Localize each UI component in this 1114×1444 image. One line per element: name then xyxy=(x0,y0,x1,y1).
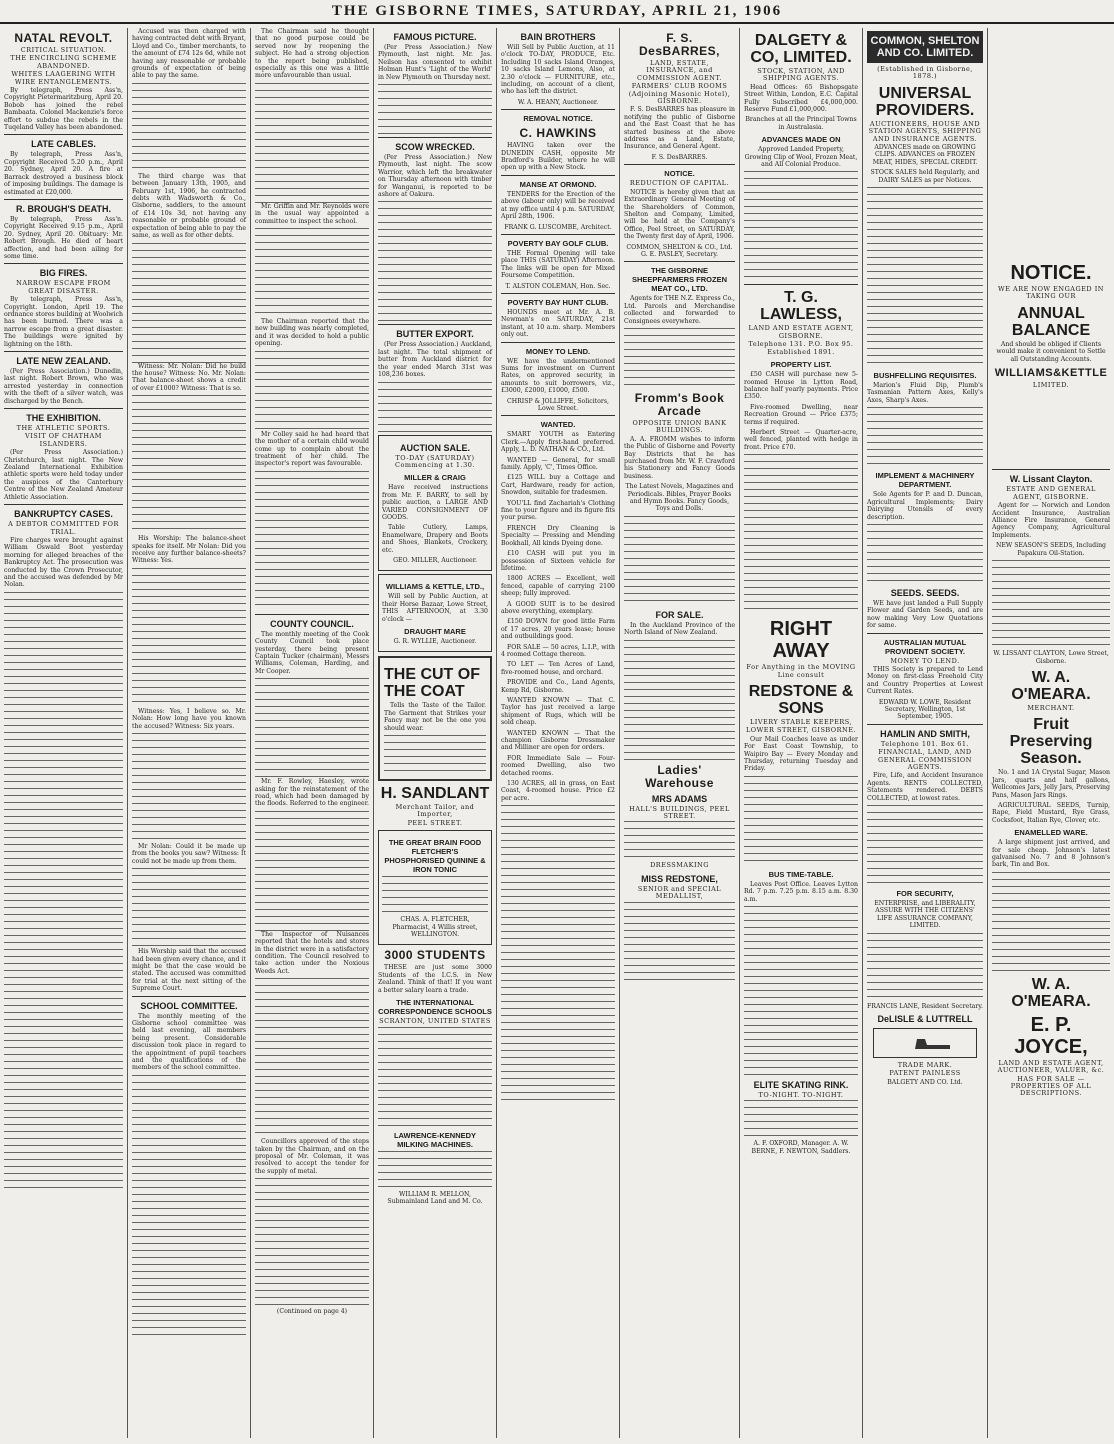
ad-text: HOUNDS meet at Mr. A. B. Newman's on SATURDAY, 21st instant, at 10 a.m. sharp. Members only out. xyxy=(501,308,615,339)
ad-fromms-book-arcade: Fromm's Book Arcade xyxy=(634,390,725,418)
filler-text-lines xyxy=(867,187,983,367)
divider xyxy=(501,109,615,110)
ad-text: Herbert Street — Quarter-acre, well fenced, planted with hedge in front. Price £70. xyxy=(744,428,858,451)
divider xyxy=(4,199,123,200)
ad-subtitle: FARMERS' CLUB ROOMS (Adjoining Masonic Hotel), GISBORNE. xyxy=(628,82,731,106)
filler-text-lines xyxy=(867,524,983,584)
ad-text: In the Auckland Province of the North Island of New Zealand. xyxy=(624,621,735,637)
ad-signature: G. R. WYLLIE, Auctioneer. xyxy=(393,638,477,645)
filler-text-lines xyxy=(867,805,983,885)
divider xyxy=(744,284,858,285)
filler-text-lines xyxy=(132,395,246,535)
classified: FOR SALE — 50 acres, L.I.P., with 4 roomed Cottage thereon. xyxy=(501,643,615,658)
boot-icon xyxy=(895,1033,955,1053)
ad-miss-redstone: MISS REDSTONE, xyxy=(641,873,718,884)
divider xyxy=(501,234,615,235)
ad-subtitle: TO-DAY (SATURDAY) Commencing at 1.30. xyxy=(395,453,475,469)
ad-auction-sale xyxy=(378,435,492,572)
divider xyxy=(4,408,123,409)
filler-text-lines xyxy=(744,171,858,281)
ad-title: THE CUT OF THE COAT xyxy=(384,666,480,701)
ad-signature: EDWARD W. LOWE, Resident Secretary, Wellington, 1st September, 1905. xyxy=(878,698,972,721)
ad-text: Agent for — Norwich and London Accident Insurance, Australian Alliance Fire Insurance, General Agency Company, Agricultural Implements. xyxy=(992,502,1110,539)
masthead: THE GISBORNE TIMES, SATURDAY, APRIL 21, 1906 xyxy=(0,0,1114,24)
filler-text-lines xyxy=(744,454,858,614)
ad-signature: CHRISP & JOLLIFFE, Solicitors, Lowe Street. xyxy=(506,397,609,412)
divider xyxy=(4,351,123,352)
divider xyxy=(378,137,492,138)
ad-text: ADVANCES made on GROWING CLIPS. ADVANCES on FROZEN MEAT, HIDES, SPECIAL CREDIT. xyxy=(872,144,978,166)
ad-bus-timetable: BUS TIME-TABLE. xyxy=(768,869,834,879)
filler-text-lines xyxy=(132,733,246,843)
classified: WANTED — General, for small family. Apply, 'C', Times Office. xyxy=(501,456,615,472)
filler-text-lines xyxy=(744,776,858,866)
notice-text: NOTICE is hereby given that an Extraordinary General Meeting of the Shareholders of Common, Shelton and Company, Limited, will be held at the Company's Office, Peel Street, on SATURDAY, the Twenty first day of April, 1906. xyxy=(624,188,735,241)
article-text: By telegraph, Press Ass'n, Copyright Pietermaritzburg, April 20. Bobob has joined the rebel Bambaata. Colonel Mackenzie's force effort to subdue the rebels in the Tuqeland Valley has been abandoned. xyxy=(4,87,123,132)
ad-implement: IMPLEMENT & MACHINERY DEPARTMENT. xyxy=(875,471,975,490)
divider xyxy=(867,633,983,634)
filler-text-lines xyxy=(744,1100,858,1140)
filler-text-lines xyxy=(378,1027,492,1127)
filler-text-lines xyxy=(382,876,488,916)
ad-subtitle: (Established in Gisborne, 1878.) xyxy=(877,65,973,81)
article-text: His Worship said that the accused had been given every chance, and it might be that the case would be stated. The accused was committed for trial at the next sitting of the Supreme Court. xyxy=(132,948,246,993)
ad-subtitle: AUCTIONEERS, HOUSE AND STATION AGENTS, SHIPPING AND INSURANCE AGENTS. xyxy=(868,119,982,143)
ad-williams-kettle-auction xyxy=(378,574,492,652)
ad-text: ENTERPRISE, and LIBERALITY, ASSURE WITH THE CITIZENS' LIFE ASSURANCE COMPANY, LIMITED. xyxy=(874,900,976,930)
ad-signature: F. S. DesBARRES. xyxy=(651,153,708,161)
headline-natal: NATAL REVOLT. xyxy=(14,31,113,45)
ad-subtitle: ESTATE AND GENERAL AGENT, GISBORNE. xyxy=(1006,485,1096,501)
ad-bain-brothers: BAIN BROTHERS xyxy=(520,32,596,42)
notice-annual-balance: ANNUAL BALANCE xyxy=(1011,304,1091,339)
classified: A GOOD SUIT is to be desired above everything, exemplary. xyxy=(501,600,615,615)
ad-hawkins: C. HAWKINS xyxy=(519,126,597,141)
ad-text: Sole Agents for P. and D. Duncan, Agricultural Implements; Dairy Dairying Utensils of every description. xyxy=(867,491,983,521)
filler-text-lines xyxy=(378,201,492,321)
ad-omeara: W. A. O'MEARA. xyxy=(1011,668,1091,703)
article-text: (Per Press Association.) New Plymouth, last night. The scow Warrior, which left the breakwater on Thursday afternoon with timber for Wanganui, is reported to be ashore at Oakura. xyxy=(378,154,492,199)
ad-skating-rink: ELITE SKATING RINK. xyxy=(753,1080,849,1091)
subhead-critical: CRITICAL SITUATION. xyxy=(20,46,107,54)
divider xyxy=(4,134,123,135)
filler-text-lines xyxy=(624,328,735,388)
headline-brough: R. BROUGH'S DEATH. xyxy=(16,203,111,214)
ad-sheepfarmers: THE GISBORNE SHEEPFARMERS FROZEN MEAT CO., LTD. xyxy=(631,266,727,294)
ad-ics: THE INTERNATIONAL CORRESPONDENCE SCHOOLS xyxy=(378,998,492,1017)
divider xyxy=(501,415,615,416)
classified: SMART YOUTH as Entering Clerk.—Apply first-hand preferred. Apply, L. D. NATHAN & CO., Ltd. xyxy=(501,431,615,454)
ad-fletchers-tonic xyxy=(378,830,492,945)
ad-title: WILLIAMS & KETTLE, LTD., xyxy=(385,582,485,592)
filler-text-lines xyxy=(992,560,1110,650)
ad-hamlin-smith: HAMLIN AND SMITH, xyxy=(880,728,970,739)
ad-signature: BALGETY AND CO. Ltd. xyxy=(887,1078,963,1086)
ad-mrs-adams: MRS ADAMS xyxy=(651,793,708,804)
ad-subtitle: PEEL STREET. xyxy=(407,818,463,827)
divider xyxy=(867,724,983,725)
subhead-scheme: THE ENCIRCLING SCHEME ABANDONED. xyxy=(10,54,117,70)
article-text: By telegraph, Press Ass'n, Copyright. London, April 19. The ordnance stores building at Woolwich has been burned. There was a narrow escape from a great disaster. The buildings were ignited by lightning on the 18th. xyxy=(4,296,123,348)
ad-subtitle: For Anything in the MOVING Line consult xyxy=(746,663,856,679)
ad-manse: MANSE AT ORMOND. xyxy=(519,179,597,189)
column-6 xyxy=(620,28,740,1438)
ad-text: AGRICULTURAL SEEDS, Turnip, Rape, Field Mustard, Rye Grass, Cocksfoot, Italian Rye, Clover, etc. xyxy=(992,801,1110,824)
ad-subtitle: LAND AND ESTATE AGENT, GISBORNE. xyxy=(748,324,854,340)
column-7 xyxy=(740,28,863,1438)
ad-subtitle: SENIOR and SPECIAL MEDALLIST, xyxy=(637,884,722,901)
filler-text-lines xyxy=(378,1151,492,1191)
column-2 xyxy=(128,28,251,1438)
ad-3000-students: 3000 STUDENTS xyxy=(384,948,486,963)
article-text: By telegraph, Press Ass'n, Copyright Received 5.20 p.m., April 20. Sydney, April 20. A fire at Barrack destroyed a business block of imposing buildings. The damage is estimated at £20,000. xyxy=(4,151,123,196)
ad-text: Marion's Fluid Dip, Plumb's Tasmanian Pattern Axes, Kelly's Axes, Sharp's Axes. xyxy=(867,382,983,404)
ad-signature: W. LISSANT CLAYTON, Lowe Street, Gisborne. xyxy=(993,650,1109,665)
ad-universal-providers: UNIVERSAL PROVIDERS. xyxy=(875,84,975,119)
filler-text-lines xyxy=(624,902,735,982)
classified: £10 CASH will put you in possession of Sixteen vehicle for lifetime. xyxy=(501,550,615,572)
article-text: The Chairman said he thought that no good purpose could be served now by reopening the subject. He had a strong objection to the report being published, especially as this one was a little more unfavourable than usual. xyxy=(255,28,369,80)
ad-hunt-club: POVERTY BAY HUNT CLUB. xyxy=(507,297,609,307)
filler-text-lines xyxy=(501,805,615,1105)
article-text: The third charge was that between January 13th, 1905, and February 1st, 1906, he contracted debts with Wadsworth & Co., Gisborne, saddlers, to the amount of £14 10s 3d, not having any reasonable or probable ground of expectation of being able to pay the same, as well as for other debts. xyxy=(132,172,246,240)
headline-exhibition: THE EXHIBITION. xyxy=(26,413,101,424)
filler-text-lines xyxy=(132,1075,246,1335)
divider xyxy=(132,996,246,997)
column-4 xyxy=(374,28,497,1438)
ad-subtitle: FINANCIAL, LAND, AND GENERAL COMMISSION AGENTS. xyxy=(878,748,972,771)
ad-title: THE GREAT BRAIN FOOD FLETCHER'S PHOSPHORISED QUININE & IRON TONIC xyxy=(384,838,486,875)
divider xyxy=(4,263,123,264)
article-text: The monthly meeting of the Cook County Council took place yesterday, there being present Captain Tucker (chairman), Messrs Williams, Coleman, Harding, and Mr Cooper. xyxy=(255,630,369,675)
ad-signature: T. ALSTON COLEMAN, Hon. Sec. xyxy=(505,282,611,290)
filler-text-lines xyxy=(378,382,492,432)
ad-delisle-luttrell: DeLISLE & LUTTRELL xyxy=(877,1014,973,1025)
notice-heading: NOTICE. xyxy=(1010,262,1092,284)
ad-text: STOCK SALES held Regularly, and DAIRY SALES as per Notices. xyxy=(870,169,980,184)
ad-cut-of-coat xyxy=(378,656,492,781)
continued-note: (Continued on page 4) xyxy=(276,1308,348,1316)
ad-right-away: RIGHT AWAY xyxy=(769,618,833,663)
ad-subtitle: LAND, ESTATE, INSURANCE, and COMMISSION AGENT. xyxy=(637,59,722,82)
headline-big-fires: BIG FIRES. xyxy=(39,268,88,279)
ad-text: THE Formal Opening will take place THIS (SATURDAY) Afternoon. The links will be open for Mixed Foursome Competition. xyxy=(501,249,615,280)
filler-text-lines xyxy=(255,678,369,778)
ad-amp-society: AUSTRALIAN MUTUAL PROVIDENT SOCIETY. xyxy=(883,637,967,656)
divider xyxy=(378,324,492,325)
notice-signature: COMMON, SHELTON & CO., Ltd. G. E. PASLEY, Secretary. xyxy=(626,243,733,258)
column-1 xyxy=(0,28,128,1438)
ad-subtitle: PATENT PAINLESS xyxy=(889,1069,961,1078)
headline-school-committee: SCHOOL COMMITTEE. xyxy=(140,1000,238,1011)
divider xyxy=(255,614,369,615)
ad-desbarres: F. S. DesBARRES, xyxy=(638,31,721,58)
filler-text-lines xyxy=(255,83,369,203)
article-text: Councillors approved of the steps taken by the Chairman, and on the proposal of Mr. Coleman, it was resolved to accept the tender for the supply of metal. xyxy=(255,1138,369,1175)
ad-text: THESE are just some 3000 Students of the I.C.S. in New Zealand. Think of that! If you want a better salary learn a trade. xyxy=(378,964,492,994)
headline-bankruptcy: BANKRUPTCY CASES. xyxy=(14,509,113,520)
ad-text: The Latest Novels, Magazines and Periodicals. Bibles, Prayer Books and Hymn Books. Fancy Goods, Toys and Dolls. xyxy=(625,483,734,513)
ad-advances: ADVANCES MADE ON xyxy=(761,135,841,145)
headline-late-nz: LATE NEW ZEALAND. xyxy=(16,356,111,366)
article-text: His Worship: The balance-sheet speaks for itself. Mr Nolan: Did you receive any further balance-sheets? Witness: Yes. xyxy=(132,535,246,565)
ad-wanted: WANTED. xyxy=(540,420,576,430)
ad-subtitle: TO-NIGHT. TO-NIGHT. xyxy=(758,1091,844,1100)
ad-seeds: SEEDS. SEEDS. xyxy=(890,587,960,598)
article-text: By telegraph, Press Ass'n. Copyright Received 9.15 p.m., April 20. Sydney, April 20. Obituary: Mr. Robert Brough. He died of heart affection, and had been ailing for some time. xyxy=(4,215,123,260)
column-8 xyxy=(863,28,988,1438)
ad-subtitle: DRESSMAKING xyxy=(650,861,709,870)
ad-subtitle: Telephone 131. P.O. Box 95. Established 1891. xyxy=(748,340,854,356)
divider xyxy=(624,164,735,165)
subhead-whites: WHITES LAAGERING WITH WIRE ENTANGLEMENTS. xyxy=(11,70,116,86)
ad-text: Agents for THE N.Z. Express Co., Ltd. Parcels and Merchandise collected and forwarded to Consignees everywhere. xyxy=(624,295,735,325)
ad-joyce: E. P. JOYCE, xyxy=(1014,1013,1088,1058)
filler-text-lines xyxy=(624,640,735,760)
filler-text-lines xyxy=(624,516,735,606)
filler-text-lines xyxy=(132,568,246,708)
article-text: The monthly meeting of the Gisborne school committee was held last evening, all members being present. Considerable discussion took place in regard to the appointment of pupil teachers and the qualifications of the members of the school committee. xyxy=(132,1012,246,1072)
ad-signature: FRANCIS LANE, Resident Secretary. xyxy=(867,1002,983,1010)
filler-text-lines xyxy=(132,83,246,173)
classified: £125 WILL buy a Cottage and Cart, Hardware, ready for action, Snowdon, suitable for tradesmen. xyxy=(501,474,615,497)
ad-subtitle: HAS FOR SALE — PROPERTIES OF ALL DESCRIPTIONS. xyxy=(1010,1074,1092,1098)
ad-dalgety: DALGETY & CO, LIMITED. xyxy=(750,32,852,66)
article-text: Mr Nolan: Could it be made up from the books you saw? Witness: It could not be made up from them. xyxy=(132,842,246,865)
ad-text: F. S. DesBARRES has pleasure in notifying the public of Gisborne and the East Coast that he has started business at the above address as a Land, Estate, Insurance, and General Agent. xyxy=(624,106,735,151)
ad-subtitle: STOCK, STATION, AND SHIPPING AGENTS. xyxy=(757,67,845,83)
article-text: Witness: Mr. Nolan: Did he build the house? Witness: No. Mr. Nolan: That balance-sheet shows a credit of over £1000? Witness: That is so. xyxy=(132,362,246,392)
classified: YOU'LL find Zachariah's Clothing fine to your figure and its figure fits your purse. xyxy=(501,499,615,522)
ad-signature: GEO. MILLER, Auctioneer. xyxy=(393,556,477,564)
ad-subtitle: LIVERY STABLE KEEPERS, xyxy=(749,717,853,726)
classified: FOR Immediate Sale — Four-roomed Dwelling, also two detached rooms. xyxy=(501,754,615,777)
headline-butter-export: BUTTER EXPORT. xyxy=(396,329,474,340)
ad-ladies-warehouse: Ladies' Warehouse xyxy=(645,762,714,790)
classified: PROVIDE and Co., Land Agents, Kemp Rd, Gisborne. xyxy=(501,679,615,694)
article-text: Mr Colley said he had heard that the mother of a certain child would come up to complain about the treatment of her child. The inspector's report was favourable. xyxy=(255,430,369,468)
divider xyxy=(4,504,123,505)
filler-text-lines xyxy=(992,872,1110,972)
filler-text-lines xyxy=(4,592,123,1192)
filler-text-lines xyxy=(867,933,983,1003)
filler-text-lines xyxy=(255,1178,369,1308)
ad-title: COMMON, SHELTON AND CO. LIMITED. xyxy=(870,35,980,59)
ad-enamelled-ware: ENAMELLED WARE. xyxy=(1014,828,1088,838)
article-text: Fire charges were brought against William Oswald Boot yesterday morning for alleged breaches of the Bankruptcy Act. The prosecution was conducted by the Crown Prosecutor, and the accused was defended by Mr Nolan. xyxy=(4,536,123,589)
column-9 xyxy=(988,28,1114,1438)
filler-text-lines xyxy=(255,811,369,931)
filler-text-lines xyxy=(132,868,246,948)
ad-text: Leaves Post Office. Leaves Lytton Rd. 7 p.m. 7.25 p.m. 8.15 a.m. 8.30 a.m. xyxy=(744,880,858,903)
ad-signature: WILLIAM R. MELLON, Submainland Land and M. Co. xyxy=(387,1190,483,1205)
article-text: The Chairman reported that the new building was nearly completed, and it was decided to hold a public opening. xyxy=(255,318,369,348)
classified: 130 ACRES, all in grass, on East Coast, 4-roomed house. Price £2 per acre. xyxy=(501,780,615,802)
ad-subtitle: Merchant Tailor, and Importer, xyxy=(395,803,475,819)
headline-late-cables: LATE CABLES. xyxy=(31,139,96,150)
filler-text-lines xyxy=(255,351,369,431)
ad-property-list: PROPERTY LIST. xyxy=(770,360,832,370)
filler-text-lines xyxy=(255,471,369,611)
trade-mark-logo xyxy=(873,1028,977,1058)
ad-subtitle: MERCHANT. xyxy=(1027,703,1075,712)
classified: 1800 ACRES — Excellent, well fenced, capable of carrying 2100 sheep; fully improved. xyxy=(501,575,615,598)
classified: £150 DOWN for good little Farm of 17 acres, 20 years lease; house and outbuildings good. xyxy=(501,618,615,641)
divider xyxy=(501,293,615,294)
filler-text-lines xyxy=(624,821,735,861)
article-text: Witness: Yes, I believe so. Mr. Nolan: How long have you known the accused? Witness: Six years. xyxy=(132,707,246,730)
article-text: Accused was then charged with having contracted debt with Bryant, Lloyd and Co., timber merchants, to the amount of £74 12s 6d, while not having any reasonable or probable grounds of expectation of being able to pay the same. xyxy=(132,28,246,80)
ad-money-to-lend: MONEY TO LEND. xyxy=(525,346,591,356)
ad-signature: FRANK G. LUSCOMBE, Architect. xyxy=(504,223,612,231)
column-5 xyxy=(497,28,620,1438)
filler-text-lines xyxy=(867,407,983,467)
ad-text: Will Sell by Public Auction, at 11 o'clock TO-DAY, PRODUCE, Etc. Including 10 sacks Island Oranges, 10 sacks Island Lemons, Also, at 2.30 o'clock — FURNITURE, etc., including, on account of a client, who has left the district. xyxy=(501,44,615,96)
ad-for-security: FOR SECURITY, xyxy=(896,889,954,899)
ad-text: Five-roomed Dwelling, near Recreation Ground — Price £375; terms if required. xyxy=(744,403,858,426)
ad-text: No. 1 and 1A Crystal Sugar, Mason Jars, quarts and half gallons, Wellcomes Jars, Jelly Jars, Preserving Pans, Mason Jars Rings. xyxy=(992,769,1110,799)
ad-text: Tells the Taste of the Tailor. The Garment that Strikes your Fancy may not be the one you should wear. xyxy=(384,702,486,732)
ad-item: DRAUGHT MARE xyxy=(404,627,466,636)
ad-williams-kettle: WILLIAMS&KETTLE xyxy=(994,367,1108,380)
divider xyxy=(992,469,1110,470)
ad-golf-club: POVERTY BAY GOLF CLUB. xyxy=(507,238,609,248)
ad-removal-notice: REMOVAL NOTICE. xyxy=(523,114,593,124)
notice-subtitle: REDUCTION OF CAPITAL. xyxy=(629,179,730,188)
classified: FRENCH Dry Cleaning is Specialty — Pressing and Mending Bookhall, All kinds Dyeing done. xyxy=(501,524,615,547)
ad-subtitle: OPPOSITE UNION BANK BUILDINGS. xyxy=(632,418,727,435)
ad-text: NEW SEASON'S SEEDS, Including Papakura Oil-Station. xyxy=(995,542,1107,557)
ad-common-shelton xyxy=(867,31,983,63)
filler-text-lines xyxy=(255,228,369,318)
ad-text: Branches at all the Principal Towns in Australasia. xyxy=(745,116,857,131)
notice-text: And should be obliged if Clients would make it convenient to Settle all Outstanding Accounts. xyxy=(996,340,1106,363)
ad-omeara-footer: W. A. O'MEARA. xyxy=(1011,975,1091,1010)
ad-text: TENDERS for the Erection of the above (labour only) will be received at my office until 4 p.m. SATURDAY, April 28th, 1906. xyxy=(501,190,615,221)
ad-text: THIS Society is prepared to Lend Money on first-class Freehold City and Country Properties at Lowest Current Rates. xyxy=(867,665,983,696)
filler-text-lines xyxy=(384,735,486,775)
ad-fruit-preserving: Fruit Preserving Season. xyxy=(1009,716,1093,768)
article-text: The Inspector of Nuisances reported that the hotels and stores in the district were in a satisfactory condition. The Council resolved to take action under the Noxious Weeds Act. xyxy=(255,930,369,975)
divider xyxy=(501,175,615,176)
ad-lawless: T. G. LAWLESS, xyxy=(760,289,842,324)
ad-text: Have received instructions from Mr. F. BARRY, to sell by public auction, a LARGE AND VARIED CONSIGNMENT OF GOODS. xyxy=(382,484,488,521)
notice-title: NOTICE. xyxy=(664,169,695,179)
subhead-fires: NARROW ESCAPE FROM GREAT DISASTER. xyxy=(16,279,111,295)
ad-milking-machines: LAWRENCE-KENNEDY MILKING MACHINES. xyxy=(393,1130,477,1149)
ad-text: Will sell by Public Auction, at their Horse Bazaar, Lowe Street, THIS AFTERNOON, at 3.30 o'clock — xyxy=(382,593,488,623)
ad-text: Fire, Life, and Accident Insurance Agents. RENTS COLLECTED, Statements rendered. DEBTS COLLECTED, at lowest rates. xyxy=(867,772,983,802)
ad-subtitle: TRADE MARK. xyxy=(897,1061,953,1070)
ad-subtitle: LOWER STREET, GISBORNE. xyxy=(745,726,857,735)
classified: WANTED KNOWN — That C. Taylor has just received a large shipment of Rugs, which will be sold cheap. xyxy=(501,697,615,727)
filler-text-lines xyxy=(744,906,858,1076)
classified: TO LET — Ten Acres of Land, five-roomed house, and orchard. xyxy=(501,661,615,676)
article-text: (Per Press Association.) Dunedin, last night. Robert Brown, who was arrested yesterday in connection with the theft of a silver watch, was discharged by the Bench. xyxy=(4,368,123,405)
notice-subtitle: WE ARE NOW ENGAGED IN TAKING OUR xyxy=(998,285,1104,301)
ad-sandlant: H. SANDLANT xyxy=(380,785,490,803)
headline-scow-wrecked: SCOW WRECKED. xyxy=(395,142,475,153)
ad-subtitle: LAND AND ESTATE AGENT, AUCTIONEER, VALUER, &c. xyxy=(997,1058,1105,1075)
ad-text: A large shipment just arrived, and for sale cheap. Johnson's latest galvanised No. 7 and 8 Johnson's bark, Tin and Box. xyxy=(992,839,1110,869)
ad-title: AUCTION SALE. xyxy=(399,442,470,453)
ad-signature: W. A. HEANY, Auctioneer. xyxy=(517,98,599,106)
ad-text: WE have just landed a Full Supply Flower and Garden Seeds, and are now making Very Low Quotations for same. xyxy=(867,599,983,630)
ad-subtitle: MONEY TO LEND. xyxy=(890,656,960,665)
headline-famous-picture: FAMOUS PICTURE. xyxy=(393,32,477,42)
divider xyxy=(501,342,615,343)
subhead-sports: THE ATHLETIC SPORTS. xyxy=(16,424,111,433)
ad-text: Head Offices: 65 Bishopsgate Street Within, London, E.C. Capital Fully Subscribed £4,000,000. Reserve Fund £1,000,000. xyxy=(744,83,858,114)
subhead-debtor: A DEBTOR COMMITTED FOR TRIAL. xyxy=(8,520,119,536)
article-text: (Per Press Association.) New Plymouth, last night. Mr. Jas. Neilson has consented to exhibit Holman Hunt's 'Light of the World' in New Plymouth on Thursday next. xyxy=(378,44,492,81)
ad-signature: CHAS. A. FLETCHER, Pharmacist, 4 Willis street, WELLINGTON. xyxy=(392,916,478,939)
article-text: (Per Press Association.) Christchurch, last night. The New Zealand International Exhibition athletic sports were held today under the auspices of the Canterbury Centre of the New Zealand Amateur Athletic Association. xyxy=(4,449,123,501)
classified: WANTED KNOWN — That the champion Gisborne Dressmaker and Milliner are open for orders. xyxy=(501,729,615,752)
ad-text: Approved Landed Property, Growing Clip of Wool, Frozen Meat, and All Colonial Produce. xyxy=(744,146,858,169)
ad-subtitle: SCRANTON, UNITED STATES xyxy=(379,1017,491,1026)
filler-text-lines xyxy=(255,978,369,1138)
ad-text: Table Cutlery, Lamps, Enamelware, Drapery and Boots and Shoes, Blankets, Crockery, etc. xyxy=(382,524,488,554)
column-3 xyxy=(251,28,374,1438)
ad-subtitle: LIMITED. xyxy=(1032,381,1070,390)
ad-lissant-clayton: W. Lissant Clayton. xyxy=(1009,474,1093,485)
article-text: Mr. F. Rowley, Haesley, wrote asking for the reinstatement of the road, which had been damaged by the floods. Referred to the engineer. xyxy=(255,778,369,808)
ad-text: HAVING taken over the DUNEDIN CASH, opposite Mr Bradford's Builder, where he will open up with a New Stock. xyxy=(501,142,615,172)
ad-signature: A. F. OXFORD, Manager. A. W. BERNE, F. NEWTON, Saddlers. xyxy=(751,1140,851,1155)
ad-text: Our Mail Coaches leave as under For East Coast Township, to Waipiro Bay — Every Monday and Thursday, returning Tuesday and Friday. xyxy=(744,735,858,773)
divider xyxy=(624,261,735,262)
ad-text: A. A. FROMM wishes to inform the Public of Gisborne and Poverty Bay Districts that he has purchased from Mr. W. F. Crawford his Stationery and Fancy Goods business. xyxy=(624,435,735,480)
ad-subtitle: HALL'S BUILDINGS, PEEL STREET. xyxy=(629,804,730,821)
ad-text: £50 CASH will purchase new 5-roomed House in Lytton Road, balance half yearly payments. Price £350. xyxy=(744,371,858,401)
spacer xyxy=(992,28,1110,258)
ad-text: WE have the undermentioned Sums for investment on Current Rates, on approved security, in amounts to suit borrowers, viz., £3000, £2000, £1000, £500. xyxy=(501,357,615,395)
ad-bushfelling: BUSHFELLING REQUISITES. xyxy=(873,371,977,381)
headline-county-council: COUNTY COUNCIL. xyxy=(270,618,354,629)
subhead-chatham: VISIT OF CHATHAM ISLANDERS. xyxy=(25,432,102,448)
article-text: (Per Press Association.) Auckland, last night. The total shipment of butter from Auckland district for the year ended March 31st was 108,236 boxes. xyxy=(378,341,492,379)
filler-text-lines xyxy=(378,84,492,134)
ad-for-sale: FOR SALE. xyxy=(655,609,704,620)
ad-company: MILLER & CRAIG xyxy=(404,473,466,483)
article-text: Mr. Griffin and Mr. Reynolds were in the usual way appointed a committee to inspect the school. xyxy=(255,202,369,225)
ad-subtitle: Telephone 101. Box 61. xyxy=(880,739,970,748)
ad-redstone-sons: REDSTONE & SONS xyxy=(748,682,854,717)
filler-text-lines xyxy=(132,243,246,363)
